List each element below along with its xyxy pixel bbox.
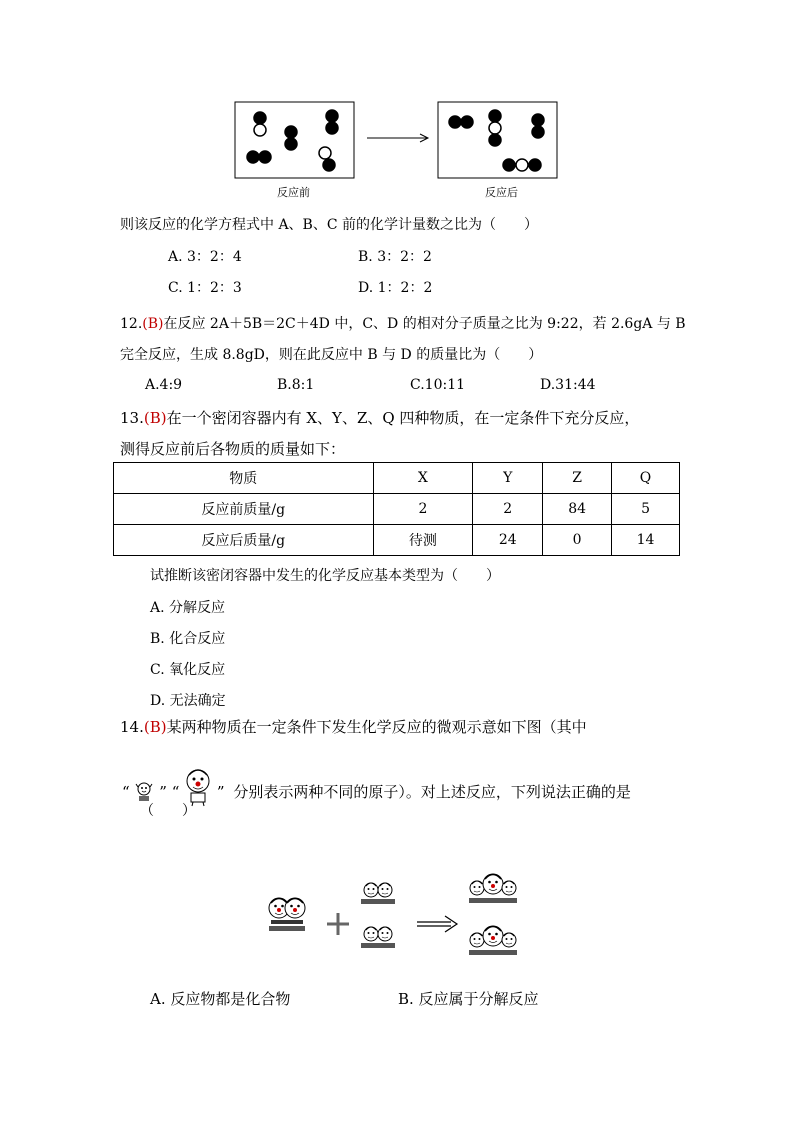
table-header-cell: 物质: [114, 463, 374, 494]
q14-line1: [120, 716, 587, 737]
q11-option-d: D. 1：2：2: [358, 280, 433, 296]
q13-number: 13.: [120, 409, 144, 427]
q12-option-a: A.4:9: [145, 377, 183, 393]
q13-option-c: C. 氧化反应: [150, 662, 226, 678]
reaction-diagram-q14: [255, 868, 535, 968]
table-cell: 24: [473, 525, 543, 556]
reactant-molecule-1: [269, 898, 305, 931]
table-cell: 2: [373, 494, 473, 525]
q12-option-c: C.10:11: [410, 377, 466, 393]
reaction-arrow: [417, 916, 457, 932]
table-cell: 2: [473, 494, 543, 525]
plus-sign: [327, 913, 349, 935]
table-row: [114, 494, 680, 525]
q14-option-a: A. 反应物都是化合物: [150, 990, 291, 1008]
quote-close: ”: [159, 783, 167, 801]
q13-stem: 试推断该密闭容器中发生的化学反应基本类型为（ ）: [150, 568, 500, 584]
q11-option-a: A. 3：2：4: [168, 249, 242, 265]
table-header-cell: Q: [612, 463, 680, 494]
mass-table: [113, 462, 680, 556]
q14-number: 14.: [120, 718, 144, 736]
q13-option-a: A. 分解反应: [150, 600, 226, 616]
q14-text1: 某两种物质在一定条件下发生化学反应的微观示意如下图（其中: [166, 718, 587, 736]
q14-line3: （ ）: [140, 803, 196, 819]
q12-option-b: B.8:1: [277, 377, 315, 393]
q11-option-b: B. 3：2：2: [358, 249, 432, 265]
table-header-cell: Y: [473, 463, 543, 494]
before-label: 反应前: [277, 186, 310, 199]
table-row: [114, 525, 680, 556]
q14-option-b: B. 反应属于分解反应: [398, 990, 539, 1008]
table-cell: 反应后质量/g: [114, 525, 374, 556]
q14-line2: [122, 767, 631, 807]
quote-open: “: [122, 783, 130, 801]
table-header-cell: Z: [543, 463, 612, 494]
table-cell: 0: [543, 525, 612, 556]
q14-text2: 分别表示两种不同的原子）。对上述反应，下列说法正确的是: [233, 783, 631, 801]
after-label: 反应后: [485, 186, 518, 199]
table-cell: 5: [612, 494, 680, 525]
quote-open: “: [171, 783, 180, 801]
q12-line1: [120, 313, 686, 333]
table-cell: 14: [612, 525, 680, 556]
q13-option-b: B. 化合反应: [150, 631, 226, 647]
q11-option-c: C. 1：2：3: [168, 280, 242, 296]
q12-option-d: D.31:44: [540, 377, 596, 393]
q13-option-d: D. 无法确定: [150, 693, 226, 709]
product-molecule-2: [469, 926, 517, 955]
q12-line2: 完全反应，生成 8.8gD，则在此反应中 B 与 D 的质量比为（ ）: [120, 347, 543, 363]
table-cell: 待测: [373, 525, 473, 556]
table-header-cell: X: [373, 463, 473, 494]
q14-tag: (B): [143, 718, 167, 736]
q13-text1: 在一个密闭容器内有 X、Y、Z、Q 四种物质，在一定条件下充分反应，: [166, 409, 640, 427]
q11-stem: 则该反应的化学方程式中 A、B、C 前的化学计量数之比为（ ）: [120, 217, 539, 233]
q13-line2: 测得反应前后各物质的质量如下：: [120, 440, 346, 458]
table-cell: 反应前质量/g: [114, 494, 374, 525]
q13-tag: (B): [143, 409, 167, 427]
q12-text1: 在反应 2A＋5B＝2C＋4D 中，C、D 的相对分子质量之比为 9:22，若 2.6gA 与 B: [163, 316, 686, 332]
table-header-row: [114, 463, 680, 494]
reaction-diagram-q11: [225, 95, 570, 205]
q12-tag: (B): [142, 316, 164, 332]
q12-number: 12.: [120, 316, 143, 332]
table-cell: 84: [543, 494, 612, 525]
q13-line1: [120, 407, 639, 428]
reactant-molecule-2: [361, 883, 395, 948]
product-molecule-1: [469, 874, 517, 903]
quote-close: ”: [216, 783, 225, 801]
